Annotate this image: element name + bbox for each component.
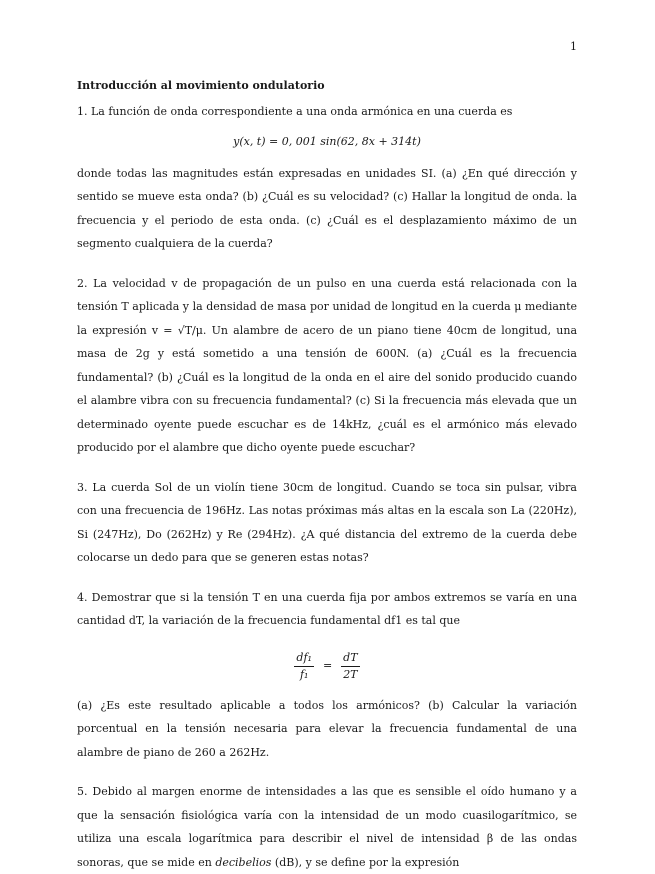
fraction-rhs [341,651,359,682]
problem-1-intro: 1. La función de onda correspondiente a una onda armónica en una cuerda es [77,105,513,118]
problem-5-emphasis: decibelios [215,855,272,869]
document-body [77,78,577,874]
fraction-rhs-numerator: dT [341,651,359,667]
fraction-lhs-denominator: f₁ [299,667,309,681]
problem-5-text-before: 5. Debido al margen enorme de intensidades a las que es sensible el oído humano y a que la sensación fisiológica varía con la intensidad de un modo cuasilogarítmico, se utiliza una escala logarítmica para describir el nivel de intensidad β de las ondas sonoras, que se mide en [77,785,577,869]
problem-4-equation [77,651,577,682]
page-number: 1 [570,40,577,53]
fraction-rhs-denominator: 2T [343,667,358,681]
problem-1-equation: y(x, t) = 0, 001 sin(62, 8x + 314t) [233,134,421,148]
problem-4-intro: 4. Demostrar que si la tensión T en una cuerda fija por ambos extremos se varía en una cantidad dT, la variación de la frecuencia fundamental df1 es tal que [77,590,577,627]
problem-5-body [77,780,577,874]
equals-sign: = [322,659,333,672]
section-title: Introducción al movimiento ondulatorio [77,79,325,92]
problem-4-body: (a) ¿Es este resultado aplicable a todos los armónicos? (b) Calcular la variación porcentual en la tensión necesaria para elevar la frecuencia fundamental de una alambre de piano de 260 a 262Hz. [77,698,577,759]
problem-5-text-after: (dB), y se define por la expresión [271,855,460,869]
fraction-lhs [294,651,314,682]
problem-1-body: donde todas las magnitudes están expresadas en unidades SI. (a) ¿En qué dirección y sentido se mueve esta onda? (b) ¿Cuál es su velocidad? (c) Hallar la longitud de onda. la frecuencia y el periodo de esta onda. (c) ¿Cuál es el desplazamiento máximo de un segmento cualquiera de la cuerda? [77,166,577,250]
problem-3-body: 3. La cuerda Sol de un violín tiene 30cm de longitud. Cuando se toca sin pulsar, vibra con una frecuencia de 196Hz. Las notas próximas más altas en la escala son La (220Hz), Si (247Hz), Do (262Hz) y Re (294Hz). ¿A qué distancia del extremo de la cuerda debe colocarse un dedo para que se generen estas notas? [77,480,577,564]
problem-2-body: 2. La velocidad v de propagación de un pulso en una cuerda está relacionada con la tensión T aplicada y la densidad de masa por unidad de longitud en la cuerda μ mediante la expresión v = √T/μ. Un alambre de acero de un piano tiene 40cm de longitud, una masa de 2g y está sometido a una tensión de 600N. (a) ¿Cuál es la frecuencia fundamental? (b) ¿Cuál es la longitud de la onda en el aire del sonido producido cuando el alambre vibra con su frecuencia fundamental? (c) Si la frecuencia más elevada que un determinado oyente puede escuchar es de 14kHz, ¿cuál es el armónico más elevado producido por el alambre que dicho oyente puede escuchar? [77,276,577,454]
fraction-lhs-numerator: df₁ [294,651,314,667]
